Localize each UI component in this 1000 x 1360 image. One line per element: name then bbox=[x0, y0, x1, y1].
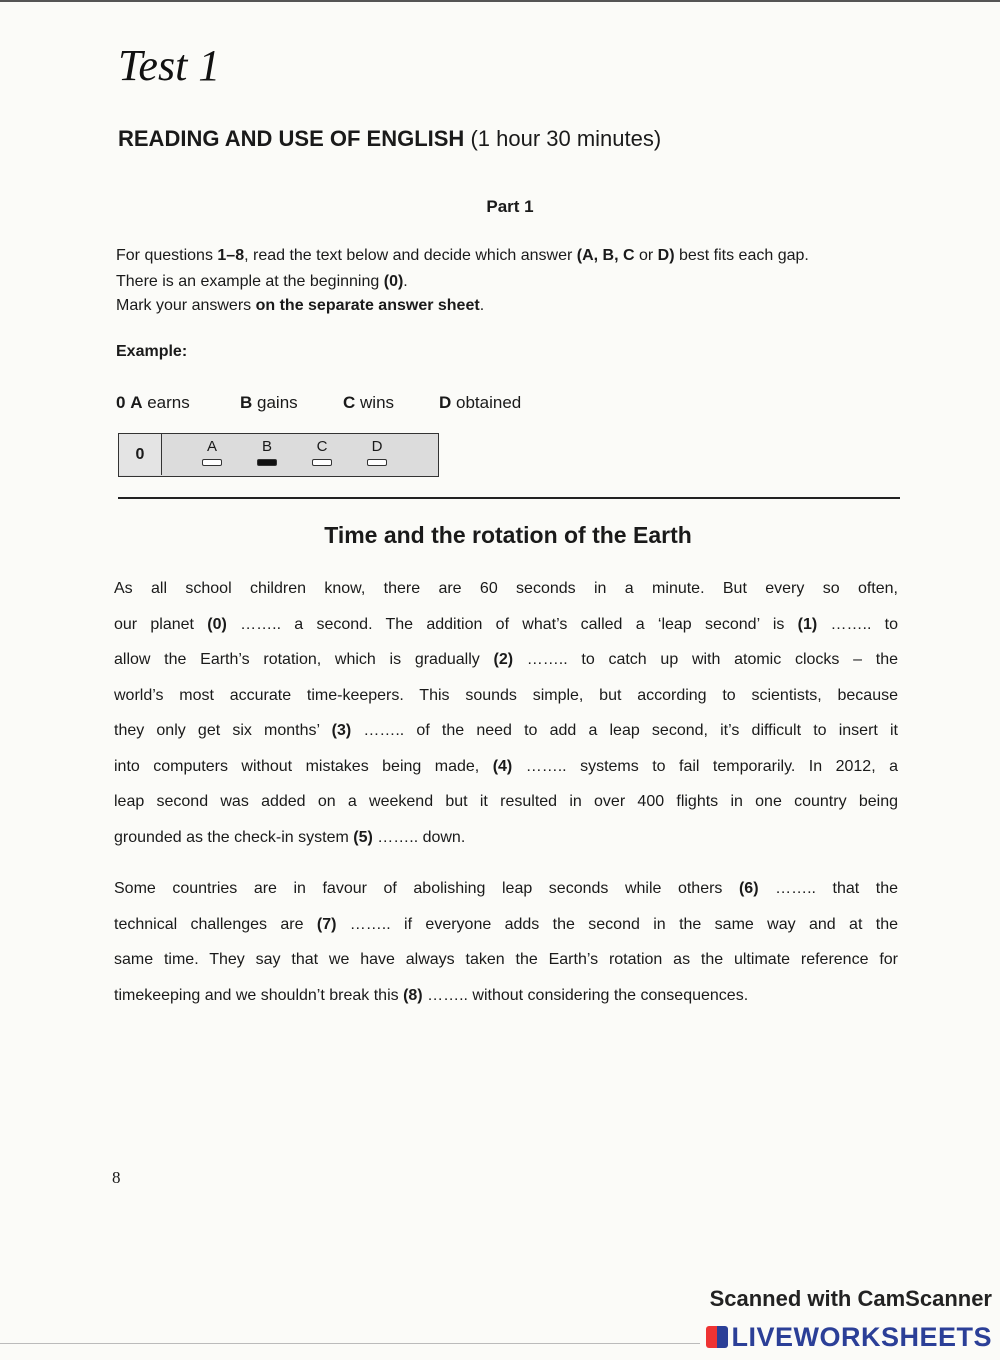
text-segment: allow the Earth’s rotation, which is gradually bbox=[114, 651, 494, 668]
answer-box[interactable] bbox=[367, 459, 387, 466]
text-segment: …….. if everyone adds the second in the same way and at the bbox=[336, 915, 898, 933]
answer-box-selected[interactable] bbox=[257, 459, 277, 466]
instr-text: , read the text below and decide which answer bbox=[244, 247, 577, 264]
instr-bold: D) bbox=[657, 247, 675, 264]
option-letter: A bbox=[130, 393, 143, 412]
instr-text: . bbox=[403, 273, 408, 290]
example-option-c bbox=[343, 393, 394, 413]
liveworksheets-icon bbox=[706, 1326, 728, 1348]
liveworksheets-logo bbox=[706, 1322, 992, 1353]
test-title: Test 1 bbox=[118, 41, 221, 90]
option-text: obtained bbox=[456, 393, 522, 412]
liveworksheets-text: LIVEWORKSHEETS bbox=[731, 1322, 992, 1352]
answer-letter: C bbox=[316, 438, 328, 455]
option-text: wins bbox=[360, 393, 395, 412]
option-letter: D bbox=[439, 393, 452, 412]
page-top-edge bbox=[0, 0, 1000, 2]
gap-number: (1) bbox=[797, 615, 818, 633]
example-number: 0 bbox=[116, 393, 126, 412]
answer-option-a[interactable] bbox=[200, 438, 224, 466]
option-letter: B bbox=[240, 393, 253, 412]
text-line bbox=[114, 749, 898, 785]
instr-text: There is an example at the beginning bbox=[116, 273, 384, 290]
section-heading bbox=[118, 124, 661, 154]
instr-text: or bbox=[634, 247, 658, 264]
instr-bold: on the separate answer sheet bbox=[255, 297, 480, 314]
text-line bbox=[114, 607, 898, 643]
example-answer-grid bbox=[118, 433, 439, 477]
gap-number: (7) bbox=[316, 915, 337, 933]
instructions-line-2 bbox=[116, 270, 916, 294]
text-segment: timekeeping and we shouldn’t break this bbox=[114, 986, 404, 1004]
text-segment: world’s most accurate time-keepers. This sounds simple, but according to scientists, because bbox=[114, 686, 898, 704]
text-title: Time and the rotation of the Earth bbox=[324, 522, 692, 548]
answer-option-d[interactable] bbox=[365, 438, 389, 466]
text-line bbox=[114, 942, 898, 978]
instr-text: For questions bbox=[116, 247, 218, 264]
option-letter: C bbox=[343, 393, 356, 412]
gap-number: (8) bbox=[403, 986, 423, 1004]
option-text: earns bbox=[147, 393, 190, 412]
paragraph-2 bbox=[114, 871, 898, 1013]
instr-text: . bbox=[479, 297, 485, 314]
text-line bbox=[114, 978, 898, 1014]
scanner-watermark: Scanned with CamScanner bbox=[709, 1286, 992, 1311]
text-line bbox=[114, 678, 898, 714]
gap-number: (4) bbox=[492, 757, 513, 775]
text-line bbox=[114, 907, 898, 943]
instr-bold: (A, B, C bbox=[576, 247, 635, 264]
text-line bbox=[114, 642, 898, 678]
example-option-a bbox=[116, 393, 190, 413]
gap-number: (0) bbox=[207, 615, 227, 633]
answer-option-c[interactable] bbox=[310, 438, 334, 466]
example-option-d bbox=[439, 393, 521, 413]
text-line bbox=[114, 571, 898, 607]
example-option-b bbox=[240, 393, 298, 413]
text-segment: they only get six months’ bbox=[114, 722, 332, 739]
instr-bold: (0) bbox=[383, 273, 404, 290]
text-segment: …….. down. bbox=[372, 828, 466, 846]
text-segment: leap second was added on a weekend but it resulted in over 400 flights in one country being bbox=[114, 793, 898, 810]
answer-grid-number: 0 bbox=[119, 434, 162, 475]
text-segment: …….. to bbox=[817, 615, 899, 633]
text-segment: Some countries are in favour of abolishing leap seconds while others bbox=[114, 880, 739, 897]
gap-number: (2) bbox=[493, 651, 514, 668]
answer-option-b[interactable] bbox=[255, 438, 279, 466]
text-segment: …….. a second. The addition of what’s called a ‘leap second’ is bbox=[226, 615, 798, 633]
text-line bbox=[114, 871, 898, 907]
answer-box[interactable] bbox=[312, 459, 332, 466]
section-heading-duration: (1 hour 30 minutes) bbox=[464, 126, 662, 151]
answer-box[interactable] bbox=[202, 459, 222, 466]
answer-letter: D bbox=[371, 438, 383, 455]
gap-number: (3) bbox=[331, 722, 352, 739]
option-text: gains bbox=[257, 393, 298, 412]
instr-bold: 1–8 bbox=[217, 247, 245, 264]
text-segment: …….. without considering the consequences. bbox=[422, 986, 749, 1004]
example-label: Example: bbox=[116, 343, 188, 360]
page-bottom-edge bbox=[0, 1343, 700, 1344]
text-segment: As all school children know, there are 60 seconds in a minute. But every so often, bbox=[114, 580, 898, 597]
gap-number: (6) bbox=[738, 880, 759, 897]
answer-letter: B bbox=[261, 438, 272, 455]
instr-text: Mark your answers bbox=[116, 297, 256, 314]
text-segment: technical challenges are bbox=[114, 915, 317, 933]
section-heading-bold: READING AND USE OF ENGLISH bbox=[118, 126, 465, 151]
text-segment: …….. of the need to add a leap second, it’s difficult to insert it bbox=[351, 722, 899, 739]
part-label: Part 1 bbox=[486, 197, 534, 216]
text-segment: grounded as the check-in system bbox=[114, 828, 354, 846]
gap-number: (5) bbox=[353, 828, 373, 846]
text-line bbox=[114, 820, 898, 856]
instructions-line-3 bbox=[116, 294, 916, 318]
instructions-line-1 bbox=[116, 244, 916, 268]
text-segment: …….. that the bbox=[758, 880, 898, 897]
instr-text: best fits each gap. bbox=[674, 247, 809, 264]
text-segment: …….. to catch up with atomic clocks – the bbox=[513, 651, 899, 668]
text-line bbox=[114, 784, 898, 820]
text-segment: same time. They say that we have always taken the Earth’s rotation as the ultimate reference for bbox=[114, 951, 898, 968]
text-segment: …….. systems to fail temporarily. In 2012, a bbox=[512, 757, 898, 775]
text-segment: our planet bbox=[114, 615, 208, 633]
text-segment: into computers without mistakes being made, bbox=[114, 757, 493, 775]
page-number: 8 bbox=[112, 1168, 121, 1187]
answer-letter: A bbox=[206, 438, 217, 455]
paragraph-1 bbox=[114, 571, 898, 855]
divider bbox=[118, 497, 900, 499]
text-line bbox=[114, 713, 898, 749]
